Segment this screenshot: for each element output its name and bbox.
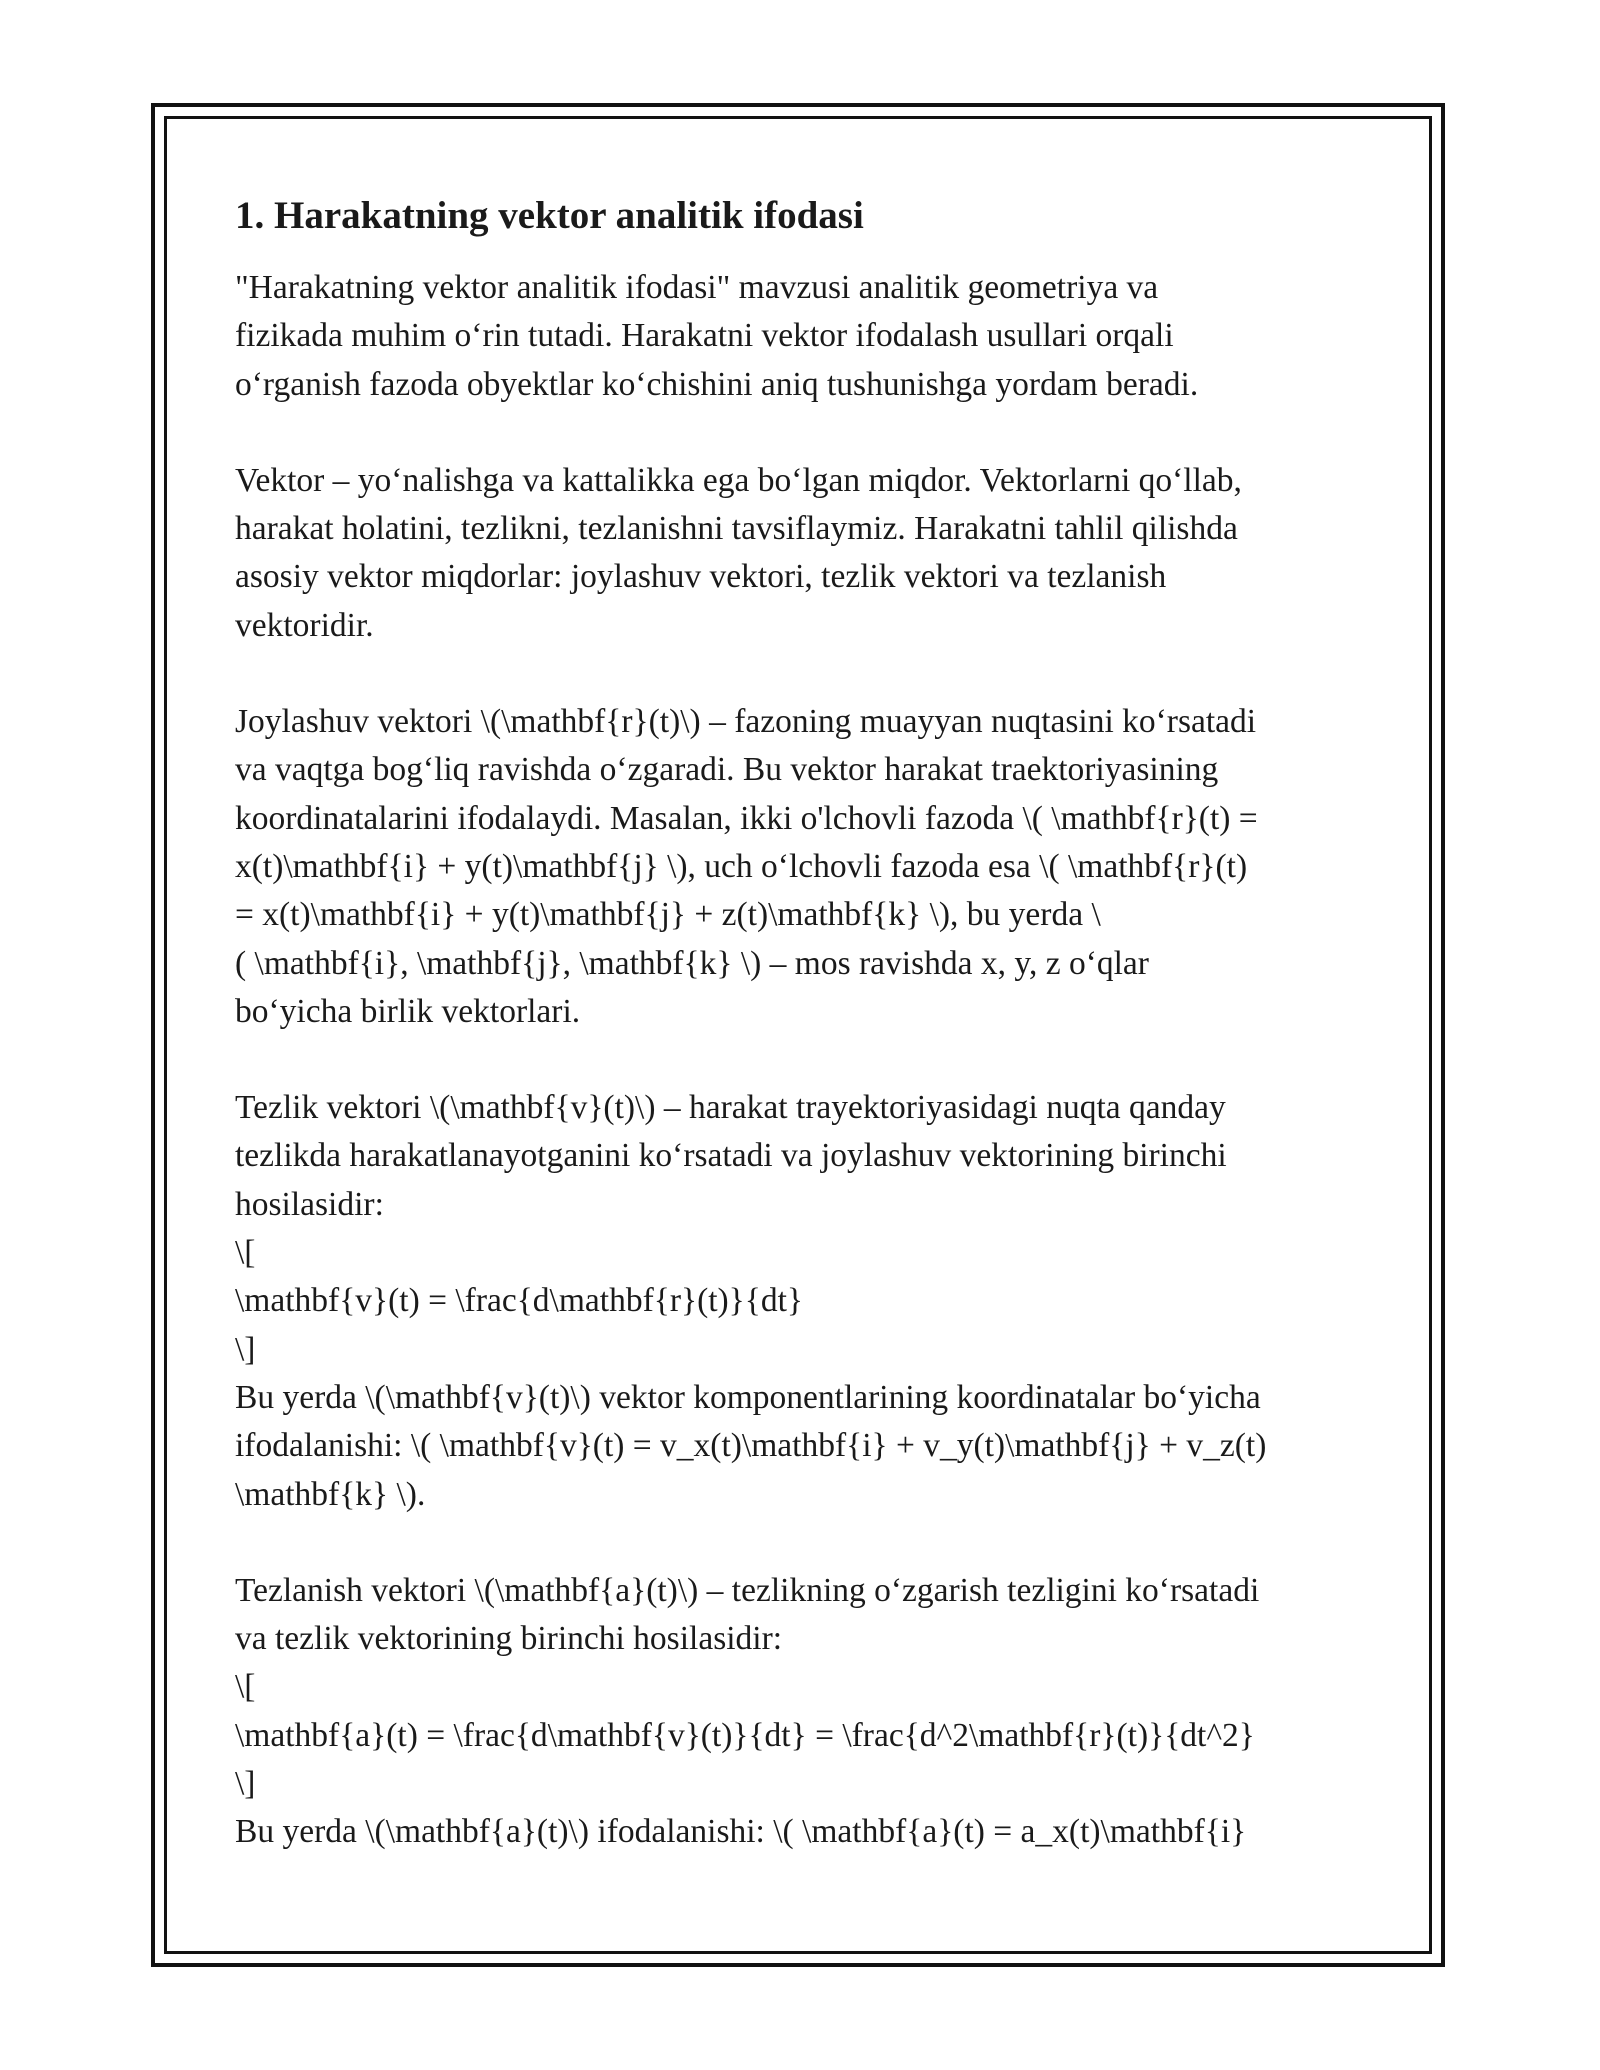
text-line: hosilasidir: [235, 1185, 384, 1223]
text-line: harakat holatini, tezlikni, tezlanishni tavsiflaymiz. Harakatni tahlil qilishda [235, 510, 1238, 548]
text-line: ifodalanishi: \( \mathbf{v}(t) = v_x(t)\mathbf{i} + v_y(t)\mathbf{j} + v_z(t) [235, 1427, 1267, 1465]
text-line: ( \mathbf{i}, \mathbf{j}, \mathbf{k} \) – mos ravishda x, y, z oʻqlar [235, 944, 1149, 982]
text-line: koordinatalarini ifodalaydi. Masalan, ikki o'lchovli fazoda \( \mathbf{r}(t) = [235, 799, 1258, 837]
text-line: "Harakatning vektor analitik ifodasi" mavzusi analitik geometriya va [235, 269, 1159, 306]
section-heading: 1. Harakatning vektor analitik ifodasi [235, 194, 864, 237]
text-line: Tezlik vektori \(\mathbf{v}(t)\) – harakat trayektoriyasidagi nuqta qanday [235, 1089, 1226, 1127]
text-line: fizikada muhim oʻrin tutadi. Harakatni vektor ifodalash usullari orqali [235, 317, 1174, 355]
text-line: va vaqtga bogʻliq ravishda oʻzgaradi. Bu vektor harakat traektoriyasining [235, 751, 1219, 789]
formula-line: \] [235, 1765, 256, 1803]
formula-line: \mathbf{v}(t) = \frac{d\mathbf{r}(t)}{dt} [235, 1282, 803, 1320]
text-line: va tezlik vektorining birinchi hosilasidir: [235, 1620, 783, 1658]
text-line: tezlikda harakatlanayotganini koʻrsatadi va joylashuv vektorining birinchi [235, 1137, 1227, 1175]
text-line: Vektor – yoʻnalishga va kattalikka ega boʻlgan miqdor. Vektorlarni qoʻllab, [235, 461, 1242, 499]
formula-line: \[ [235, 1234, 256, 1272]
vector-definition-paragraph [235, 457, 1375, 650]
text-line: Joylashuv vektori \(\mathbf{r}(t)\) – fazoning muayyan nuqtasini koʻrsatadi [235, 703, 1257, 741]
formula-line: \] [235, 1330, 256, 1368]
acceleration-vector-paragraph [235, 1567, 1375, 1857]
text-line: boʻyicha birlik vektorlari. [235, 992, 581, 1030]
position-vector-paragraph [235, 698, 1375, 1036]
text-line: oʻrganish fazoda obyektlar koʻchishini aniq tushunishga yordam beradi. [235, 365, 1199, 403]
intro-paragraph [235, 264, 1375, 409]
text-line: Tezlanish vektori \(\mathbf{a}(t)\) – tezlikning oʻzgarish tezligini koʻrsatadi [235, 1571, 1260, 1609]
document-body [235, 188, 1375, 1905]
text-line: vektoridir. [235, 606, 374, 644]
formula-line: \mathbf{a}(t) = \frac{d\mathbf{v}(t)}{dt} = \frac{d^2\mathbf{r}(t)}{dt^2} [235, 1716, 1255, 1754]
text-line: Bu yerda \(\mathbf{v}(t)\) vektor komponentlarining koordinatalar boʻyicha [235, 1378, 1261, 1416]
text-line: Bu yerda \(\mathbf{a}(t)\) ifodalanishi: \( \mathbf{a}(t) = a_x(t)\mathbf{i} [235, 1813, 1247, 1851]
formula-line: \[ [235, 1668, 256, 1706]
text-line: = x(t)\mathbf{i} + y(t)\mathbf{j} + z(t)\mathbf{k} \), bu yerda \ [235, 896, 1101, 934]
velocity-vector-paragraph [235, 1084, 1375, 1519]
text-line: x(t)\mathbf{i} + y(t)\mathbf{j} \), uch oʻlchovli fazoda esa \( \mathbf{r}(t) [235, 847, 1248, 885]
text-line: \mathbf{k} \). [235, 1475, 426, 1513]
text-line: asosiy vektor miqdorlar: joylashuv vektori, tezlik vektori va tezlanish [235, 558, 1167, 596]
